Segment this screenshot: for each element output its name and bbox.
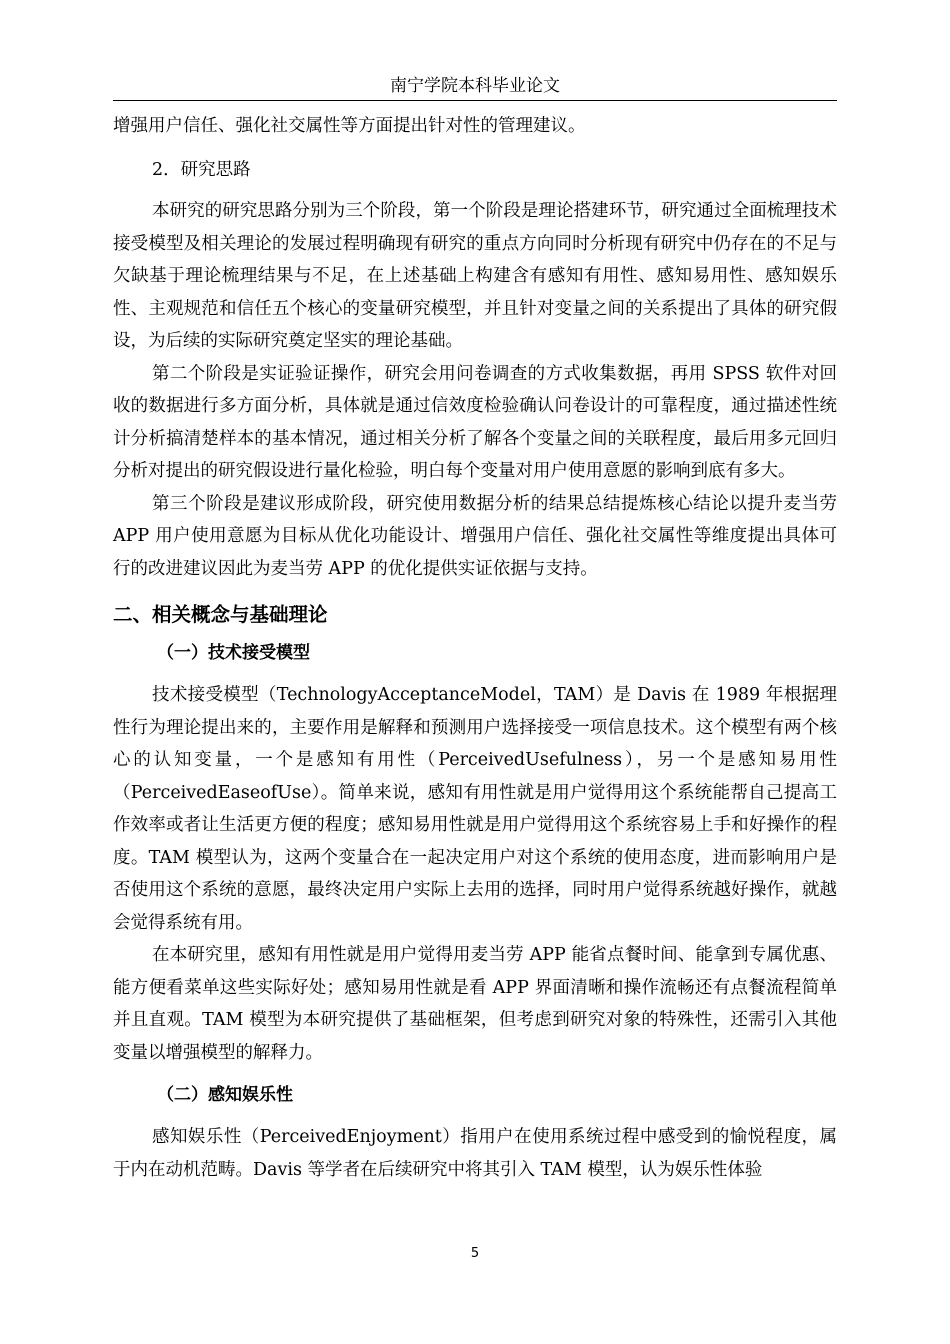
paragraph-research-stage-3: 第三个阶段是建议形成阶段，研究使用数据分析的结果总结提炼核心结论以提升麦当劳 APP 用户使用意愿为目标从优化功能设计、增强用户信任、强化社交属性等维度提出具体可行的改进建议因此为麦当劳 APP 的优化提供实证依据与支持。: [113, 493, 837, 579]
list-item-research-approach: 2．研究思路: [152, 159, 251, 180]
subsection-heading-tam: （一）技术接受模型: [157, 643, 310, 663]
page-number: 5: [470, 1246, 480, 1261]
paragraph-research-stage-2: 第二个阶段是实证验证操作，研究会用问卷调查的方式收集数据，再用 SPSS 软件对回收的数据进行多方面分析，具体就是通过信效度检验确认问卷设计的可靠程度，通过描述性统计分析搞清楚样本的基本情况，通过相关分析了解各个变量之间的关联程度，最后用多元回归分析对提出的研究假设进行量化检验，明白每个变量对用户使用意愿的影响到底有多大。: [113, 363, 837, 481]
subsection-heading-enjoyment: （二）感知娱乐性: [157, 1085, 293, 1105]
page-header: [113, 72, 837, 101]
paragraph-tam-1: 技术接受模型（TechnologyAcceptanceModel，TAM）是 Davis 在 1989 年根据理性行为理论提出来的，主要作用是解释和预测用户选择接受一项信息技术。这个模型有两个核心的认知变量，一个是感知有用性（PerceivedUsefulness），另一个是感知易用性（PerceivedEaseofUse）。简单来说，感知有用性就是用户觉得用这个系统能帮自己提高工作效率或者让生活更方便的程度；感知易用性就是用户觉得用这个系统容易上手和好操作的程度。TAM 模型认为，这两个变量合在一起决定用户对这个系统的使用态度，进而影响用户是否使用这个系统的意愿，最终决定用户实际上去用的选择，同时用户觉得系统越好操作，就越会觉得系统有用。: [113, 685, 837, 933]
paragraph-enjoyment-1: 感知娱乐性（PerceivedEnjoyment）指用户在使用系统过程中感受到的愉悦程度，属于内在动机范畴。Davis 等学者在后续研究中将其引入 TAM 模型，认为娱乐性体验: [113, 1127, 837, 1180]
section-heading-2: 二、相关概念与基础理论: [113, 603, 328, 626]
page-body: [113, 110, 837, 1186]
paragraph-tam-2: 在本研究里，感知有用性就是用户觉得用麦当劳 APP 能省点餐时间、能拿到专属优惠、能方便看菜单这些实际好处；感知易用性就是看 APP 界面清晰和操作流畅还有点餐流程简单并且直观。TAM 模型为本研究提供了基础框架，但考虑到研究对象的特殊性，还需引入其他变量以增强模型的解释力。: [113, 945, 837, 1063]
paragraph-intro-tail: 增强用户信任、强化社交属性等方面提出针对性的管理建议。: [113, 116, 586, 136]
paragraph-research-stage-1: 本研究的研究思路分别为三个阶段，第一个阶段是理论搭建环节，研究通过全面梳理技术接受模型及相关理论的发展过程明确现有研究的重点方向同时分析现有研究中仍存在的不足与欠缺基于理论梳理结果与不足，在上述基础上构建含有感知有用性、感知易用性、感知娱乐性、主观规范和信任五个核心的变量研究模型，并且针对变量之间的关系提出了具体的研究假设，为后续的实际研究奠定坚实的理论基础。: [113, 201, 837, 351]
header-title: 南宁学院本科毕业论文: [390, 76, 560, 96]
